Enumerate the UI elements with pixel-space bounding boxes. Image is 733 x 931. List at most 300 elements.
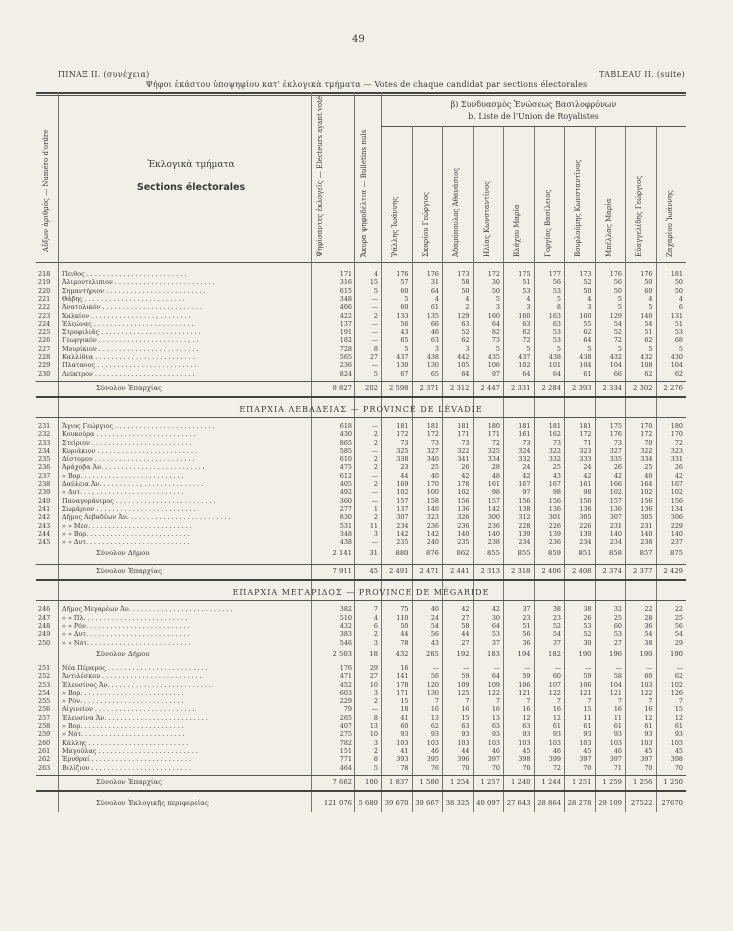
cell-value: 2 — [373, 455, 378, 464]
cell-value: 546 — [339, 638, 352, 647]
cell-value: 36 — [522, 638, 531, 647]
cell-value: 133 — [396, 311, 409, 320]
candidate-header: Βλάχου Μαρία — [513, 204, 521, 257]
cell-value: 5 — [404, 294, 409, 303]
cell-value: 43 — [400, 328, 409, 337]
cell-value: 46 — [491, 746, 500, 755]
cell-value: 50 — [400, 622, 409, 630]
cell-value: 430 — [670, 353, 683, 361]
section-rule — [36, 381, 686, 382]
cell-value: 5 — [373, 369, 378, 378]
candidate-header: Γοργίας Βασίλειος — [543, 189, 552, 257]
cell-value: 7 — [587, 697, 592, 706]
cell-value: 265 — [339, 713, 352, 722]
row-number: 224 — [38, 319, 51, 328]
cell-value: 618 — [339, 421, 352, 430]
cell-value: 161 — [487, 480, 500, 488]
cell-value: 140 — [487, 529, 500, 538]
cell-value: 36 — [644, 622, 653, 630]
section-name: » Νότ. . . . . . . . . . . . . . . . . . . . . . . . . . — [62, 730, 185, 739]
cell-value: 4 — [648, 294, 653, 303]
cell-value: 121 — [579, 688, 592, 697]
cell-value: 22 — [644, 605, 653, 614]
cell-value: 136 — [457, 504, 470, 513]
row-number: 260 — [38, 738, 51, 747]
cell-value: 93 — [400, 730, 409, 739]
cell-value: — — [371, 488, 378, 497]
cell-value: 15 — [583, 705, 592, 714]
cell-value: 16 — [430, 705, 439, 714]
cell-value: 61 — [613, 722, 622, 730]
cell-value: 104 — [609, 361, 622, 370]
cell-value: 53 — [552, 286, 561, 295]
cell-value: 191 — [339, 328, 352, 337]
cell-value: — — [371, 328, 378, 337]
cell-value: 9 827 — [332, 383, 352, 392]
cell-value: 335 — [609, 455, 622, 464]
cell-value: 1 — [373, 504, 378, 513]
cell-value: 27 — [613, 638, 622, 647]
cell-value: 236 — [426, 521, 439, 530]
cell-value: 72 — [491, 438, 500, 447]
cell-value: 5 — [617, 303, 622, 312]
cell-value: 27 — [369, 672, 378, 681]
cell-value: 396 — [457, 755, 470, 764]
cell-value: 54 — [552, 630, 561, 639]
cell-value: 52 — [583, 278, 592, 287]
cell-value: 234 — [396, 521, 409, 530]
row-number: 221 — [38, 294, 51, 303]
cell-value: 43 — [430, 638, 439, 647]
cell-value: 4 — [465, 294, 470, 303]
cell-value: 2 318 — [511, 567, 531, 576]
cell-value: 341 — [457, 455, 470, 464]
row-number: 252 — [38, 672, 51, 681]
cell-value: 60 — [400, 286, 409, 295]
cell-value: 98 — [583, 488, 592, 497]
cell-value: 136 — [548, 504, 561, 513]
cell-value: 62 — [430, 722, 439, 730]
cell-value: 11 — [583, 713, 592, 722]
cell-value: 234 — [579, 538, 592, 547]
cell-value: 45 — [644, 746, 653, 755]
cell-value: 42 — [522, 471, 531, 480]
cell-value: 56 — [613, 278, 622, 287]
cell-value: 46 — [613, 746, 622, 755]
cell-value: 880 — [395, 549, 409, 558]
row-number: 219 — [38, 278, 51, 287]
section-name: Δῆμος Λεβαδέων Ἀν. . . . . . . . . . . . . . . . . . . . . . . . . . — [62, 513, 231, 522]
section-name: Αἰγινείον . . . . . . . . . . . . . . . . . . . . . . . . . — [62, 705, 195, 714]
col-number-header: Αὔξων ἀριθμὸς — Numéro d'ordre — [42, 129, 50, 252]
cell-value: 73 — [613, 438, 622, 447]
cell-value: 73 — [552, 438, 561, 447]
cell-value: 50 — [674, 286, 683, 295]
page-number: 49 — [352, 34, 365, 45]
cell-value: 15 — [369, 278, 378, 287]
cell-value: 5 — [404, 344, 409, 353]
cell-value: — — [371, 446, 378, 455]
cell-value: 142 — [396, 529, 409, 538]
row-number: 234 — [38, 446, 51, 455]
cell-value: 395 — [426, 755, 439, 764]
cell-value: 54 — [674, 630, 683, 639]
cell-value: 70 — [522, 763, 531, 772]
cell-value: 58 — [613, 672, 622, 681]
cell-value: 181 — [426, 421, 439, 430]
table-top-rule — [36, 92, 686, 94]
cell-value: 160 — [487, 311, 500, 320]
cell-value: 60 — [400, 722, 409, 730]
cell-value: 103 — [487, 738, 500, 747]
cell-value: 228 — [518, 521, 531, 530]
cell-value: 166 — [609, 480, 622, 488]
section-name: » Ρόν. . . . . . . . . . . . . . . . . . . . . . . . . . — [62, 697, 184, 706]
cell-value: 103 — [396, 738, 409, 747]
cell-value: 12 — [522, 713, 531, 722]
cell-value: 54 — [644, 630, 653, 639]
cell-value: 46 — [430, 328, 439, 337]
cell-value: 54 — [430, 622, 439, 630]
section-name: Δίστομον . . . . . . . . . . . . . . . . . . . . . . . . . — [62, 455, 195, 464]
cell-value: 100 — [365, 777, 378, 786]
cell-value: 531 — [339, 521, 352, 530]
section-name: Σύνολον Ἐπαρχίας — [96, 567, 162, 576]
cell-value: 134 — [670, 504, 683, 513]
cell-value: 41 — [400, 713, 409, 722]
cell-value: 59 — [522, 672, 531, 681]
cell-value: 62 — [522, 328, 531, 337]
cell-value: 64 — [522, 369, 531, 378]
cell-value: 62 — [674, 369, 683, 378]
cell-value: 475 — [339, 463, 352, 472]
cell-value: 130 — [396, 361, 409, 370]
cell-value: 24 — [522, 463, 531, 472]
cell-value: 28 — [491, 463, 500, 472]
cell-value: 103 — [548, 738, 561, 747]
cell-value: 61 — [674, 722, 683, 730]
cell-value: 1 256 — [633, 777, 653, 786]
cell-value: 70 — [583, 763, 592, 772]
cell-value: 105 — [457, 361, 470, 370]
cell-value: 137 — [339, 319, 352, 328]
cell-value: 229 — [339, 697, 352, 706]
cell-value: — — [371, 361, 378, 370]
cell-value: 338 — [396, 455, 409, 464]
cell-value: 5 — [556, 344, 561, 353]
cell-value: 432 — [609, 353, 622, 361]
cell-value: 28 278 — [567, 798, 592, 807]
cell-value: 50 — [644, 278, 653, 287]
cell-value: 57 — [400, 278, 409, 287]
cell-value: 181 — [396, 421, 409, 430]
cell-value: 136 — [579, 504, 592, 513]
row-number: 238 — [38, 480, 51, 488]
cell-value: 65 — [400, 336, 409, 345]
cell-value: 157 — [396, 496, 409, 505]
cell-value: — — [554, 663, 561, 672]
cell-value: 58 — [461, 278, 470, 287]
row-number: 227 — [38, 344, 51, 353]
section-name: Σύνολον Δήμου — [96, 549, 150, 558]
cell-value: 27 — [369, 353, 378, 361]
cell-value: 340 — [426, 455, 439, 464]
cell-value: 63 — [552, 319, 561, 328]
cell-value: 4 — [587, 294, 592, 303]
cell-value: — — [371, 303, 378, 312]
cell-value: 383 — [339, 630, 352, 639]
cell-value: 585 — [339, 446, 352, 455]
row-number: 240 — [38, 496, 51, 505]
cell-value: 126 — [670, 688, 683, 697]
cell-value: 275 — [339, 730, 352, 739]
row-number: 230 — [38, 369, 51, 378]
cell-value: 10 — [369, 680, 378, 689]
cell-value: 234 — [609, 538, 622, 547]
section-name: Μαγούλας . . . . . . . . . . . . . . . . . . . . . . . . . — [62, 746, 198, 755]
cell-value: 2 447 — [480, 383, 500, 392]
section-name: Γεωργικόν . . . . . . . . . . . . . . . . . . . . . . . . . — [62, 336, 199, 345]
cell-value: 603 — [339, 688, 352, 697]
cell-value: 139 — [579, 529, 592, 538]
cell-value: 161 — [579, 480, 592, 488]
cell-value: 24 — [583, 463, 592, 472]
cell-value: 7 — [526, 697, 531, 706]
cell-value: 72 — [522, 336, 531, 345]
cell-value: 190 — [670, 649, 683, 658]
cell-value: 399 — [548, 755, 561, 764]
cell-value: 437 — [396, 353, 409, 361]
cell-value: 16 — [522, 705, 531, 714]
section-name: Σωμάριον . . . . . . . . . . . . . . . . . . . . . . . . . — [62, 504, 196, 513]
section-rule — [36, 396, 686, 398]
cell-value: 231 — [609, 521, 622, 530]
cell-value: 6 — [373, 622, 378, 630]
cell-value: 178 — [457, 480, 470, 488]
row-number: 249 — [38, 630, 51, 639]
cell-value: 73 — [491, 336, 500, 345]
cell-value: 16 — [644, 705, 653, 714]
cell-value: 101 — [548, 361, 561, 370]
cell-value: 37 — [491, 638, 500, 647]
cell-value: 5 — [648, 344, 653, 353]
row-number: 239 — [38, 488, 51, 497]
row-number: 254 — [38, 688, 51, 697]
table-row — [36, 370, 686, 379]
row-number: 242 — [38, 513, 51, 522]
section-name: Σύνολον Δήμου — [96, 649, 150, 658]
cell-value: 4 — [373, 613, 378, 622]
cell-value: 103 — [518, 738, 531, 747]
row-number: 263 — [38, 763, 51, 772]
group-header-fr: b. Liste de l'Union de Royalistes — [468, 112, 599, 121]
cell-value: 2 429 — [663, 567, 683, 576]
cell-value: 172 — [579, 430, 592, 439]
cell-value: 163 — [548, 311, 561, 320]
cell-value: 161 — [518, 430, 531, 439]
cell-value: 4 — [373, 270, 378, 278]
row-number: 232 — [38, 430, 51, 439]
cell-value: 103 — [670, 738, 683, 747]
cell-value: 38 — [644, 638, 653, 647]
cell-value: 432 — [339, 622, 352, 630]
cell-value: 43 — [552, 471, 561, 480]
row-number: 248 — [38, 622, 51, 630]
province-title: ΕΠΑΡΧΙΑ ΛΕΒΑΔΕΙΑΣ — PROVINCE DE LÉVADIE — [239, 404, 483, 414]
cell-value: 121 — [518, 688, 531, 697]
results-table — [36, 92, 686, 812]
cell-value: 862 — [456, 549, 470, 558]
cell-value: 103 — [457, 738, 470, 747]
cell-value: 70 — [674, 763, 683, 772]
cell-value: 322 — [457, 446, 470, 455]
row-number: 261 — [38, 746, 51, 755]
cell-value: 63 — [522, 319, 531, 328]
cell-value: 3 — [495, 303, 500, 312]
row-number: 245 — [38, 538, 51, 547]
cell-value: 13 — [491, 713, 500, 722]
cell-value: 42 — [461, 471, 470, 480]
cell-value: 62 — [674, 672, 683, 681]
cell-value: 102 — [609, 488, 622, 497]
row-number: 223 — [38, 311, 51, 320]
cell-value: 1 250 — [663, 777, 683, 786]
cell-value: 37 — [522, 605, 531, 614]
cell-value: 397 — [640, 755, 653, 764]
cell-value: 106 — [487, 361, 500, 370]
cell-value: 348 — [339, 529, 352, 538]
cell-value: 196 — [609, 649, 622, 658]
cell-value: 325 — [396, 446, 409, 455]
cell-value: 771 — [339, 755, 352, 764]
cell-value: 73 — [522, 438, 531, 447]
cell-value: 138 — [518, 504, 531, 513]
cell-value: 180 — [670, 421, 683, 430]
cell-value: 122 — [548, 688, 561, 697]
section-name: » » Νότ. . . . . . . . . . . . . . . . . . . . . . . . . . — [62, 638, 191, 647]
section-name: Πειθος . . . . . . . . . . . . . . . . . . . . . . . . . — [62, 270, 187, 278]
cell-value: 2 471 — [419, 567, 439, 576]
cell-value: 63 — [461, 319, 470, 328]
cell-value: 182 — [339, 336, 352, 345]
cell-value: 68 — [674, 336, 683, 345]
cell-value: 78 — [400, 763, 409, 772]
cell-value: 2 491 — [389, 567, 409, 576]
cell-value: 307 — [609, 513, 622, 522]
cell-value: 855 — [487, 549, 500, 558]
cell-value: 183 — [487, 649, 500, 658]
cell-value: 7 — [465, 697, 470, 706]
cell-value: 44 — [461, 746, 470, 755]
cell-value: 59 — [461, 672, 470, 681]
row-number: 222 — [38, 303, 51, 312]
cell-value: 56 — [522, 630, 531, 639]
cell-value: 26 — [674, 463, 683, 472]
section-name: Χαλκίον . . . . . . . . . . . . . . . . . . . . . . . . . — [62, 311, 191, 320]
cell-value: 130 — [426, 688, 439, 697]
section-rule — [36, 775, 686, 776]
cell-value: 2 276 — [663, 383, 683, 392]
section-name: Στροφιλιᾶς . . . . . . . . . . . . . . . . . . . . . . . . . — [62, 328, 201, 337]
cell-value: 875 — [670, 549, 683, 558]
cell-value: 93 — [461, 730, 470, 739]
cell-value: 238 — [640, 538, 653, 547]
cell-value: 70 — [461, 763, 470, 772]
cell-value: 323 — [670, 446, 683, 455]
cell-value: 332 — [548, 455, 561, 464]
cell-value: — — [371, 705, 378, 714]
cell-value: 24 — [430, 613, 439, 622]
total-row — [36, 549, 686, 558]
section-name: Δαύλεια Ἀν. . . . . . . . . . . . . . . . . . . . . . . . . . — [62, 480, 204, 488]
cell-value: 312 — [518, 513, 531, 522]
cell-value: 6 — [678, 303, 683, 312]
cell-value: 109 — [487, 680, 500, 689]
cell-value: 60 — [644, 286, 653, 295]
cell-value: 78 — [400, 638, 409, 647]
cell-value: 422 — [339, 311, 352, 320]
cell-value: 56 — [430, 630, 439, 639]
cell-value: 164 — [640, 480, 653, 488]
cell-value: 169 — [396, 480, 409, 488]
cell-value: 60 — [644, 672, 653, 681]
cell-value: 2 313 — [480, 567, 500, 576]
cell-value: 2 — [465, 303, 470, 312]
section-name: Ἐλευσίνος Ἀν. . . . . . . . . . . . . . . . . . . . . . . . . . — [62, 680, 212, 689]
cell-value: 61 — [644, 722, 653, 730]
cell-value: 61 — [430, 303, 439, 312]
cell-value: 316 — [339, 278, 352, 287]
cell-value: 58 — [461, 622, 470, 630]
cell-value: 830 — [339, 513, 352, 522]
cell-value: 324 — [518, 446, 531, 455]
section-name: Παναγοράνιμος . . . . . . . . . . . . . . . . . . . . . . . . . — [62, 496, 216, 505]
cell-value: 52 — [613, 328, 622, 337]
cell-value: 323 — [579, 446, 592, 455]
cell-value: 61 — [583, 369, 592, 378]
cell-value: 1 257 — [480, 777, 500, 786]
cell-value: 1 580 — [419, 777, 439, 786]
cell-value: 2 — [373, 311, 378, 320]
cell-value: 42 — [583, 471, 592, 480]
cell-value: 72 — [674, 438, 683, 447]
row-number: 247 — [38, 613, 51, 622]
cell-value: 226 — [579, 521, 592, 530]
cell-value: 52 — [552, 622, 561, 630]
cell-value: 23 — [552, 613, 561, 622]
total-row — [36, 567, 686, 576]
cell-value: 26 — [461, 463, 470, 472]
cell-value: 110 — [396, 613, 409, 622]
cell-value: 8 — [373, 755, 378, 764]
cell-value: 60 — [552, 672, 561, 681]
cell-value: 106 — [579, 680, 592, 689]
cell-value: 301 — [548, 513, 561, 522]
cell-value: 140 — [640, 311, 653, 320]
cell-value: 51 — [644, 328, 653, 337]
cell-value: 63 — [522, 722, 531, 730]
total-row — [36, 778, 686, 787]
cell-value: 108 — [640, 361, 653, 370]
cell-value: 70 — [491, 763, 500, 772]
row-number: 258 — [38, 722, 51, 730]
cell-value: 858 — [609, 549, 622, 558]
row-number: 233 — [38, 438, 51, 447]
total-row — [36, 799, 686, 808]
section-name: Σύνολον Ἐπαρχίας — [96, 777, 162, 786]
cell-value: 2 — [373, 430, 378, 439]
table-row — [36, 764, 686, 773]
